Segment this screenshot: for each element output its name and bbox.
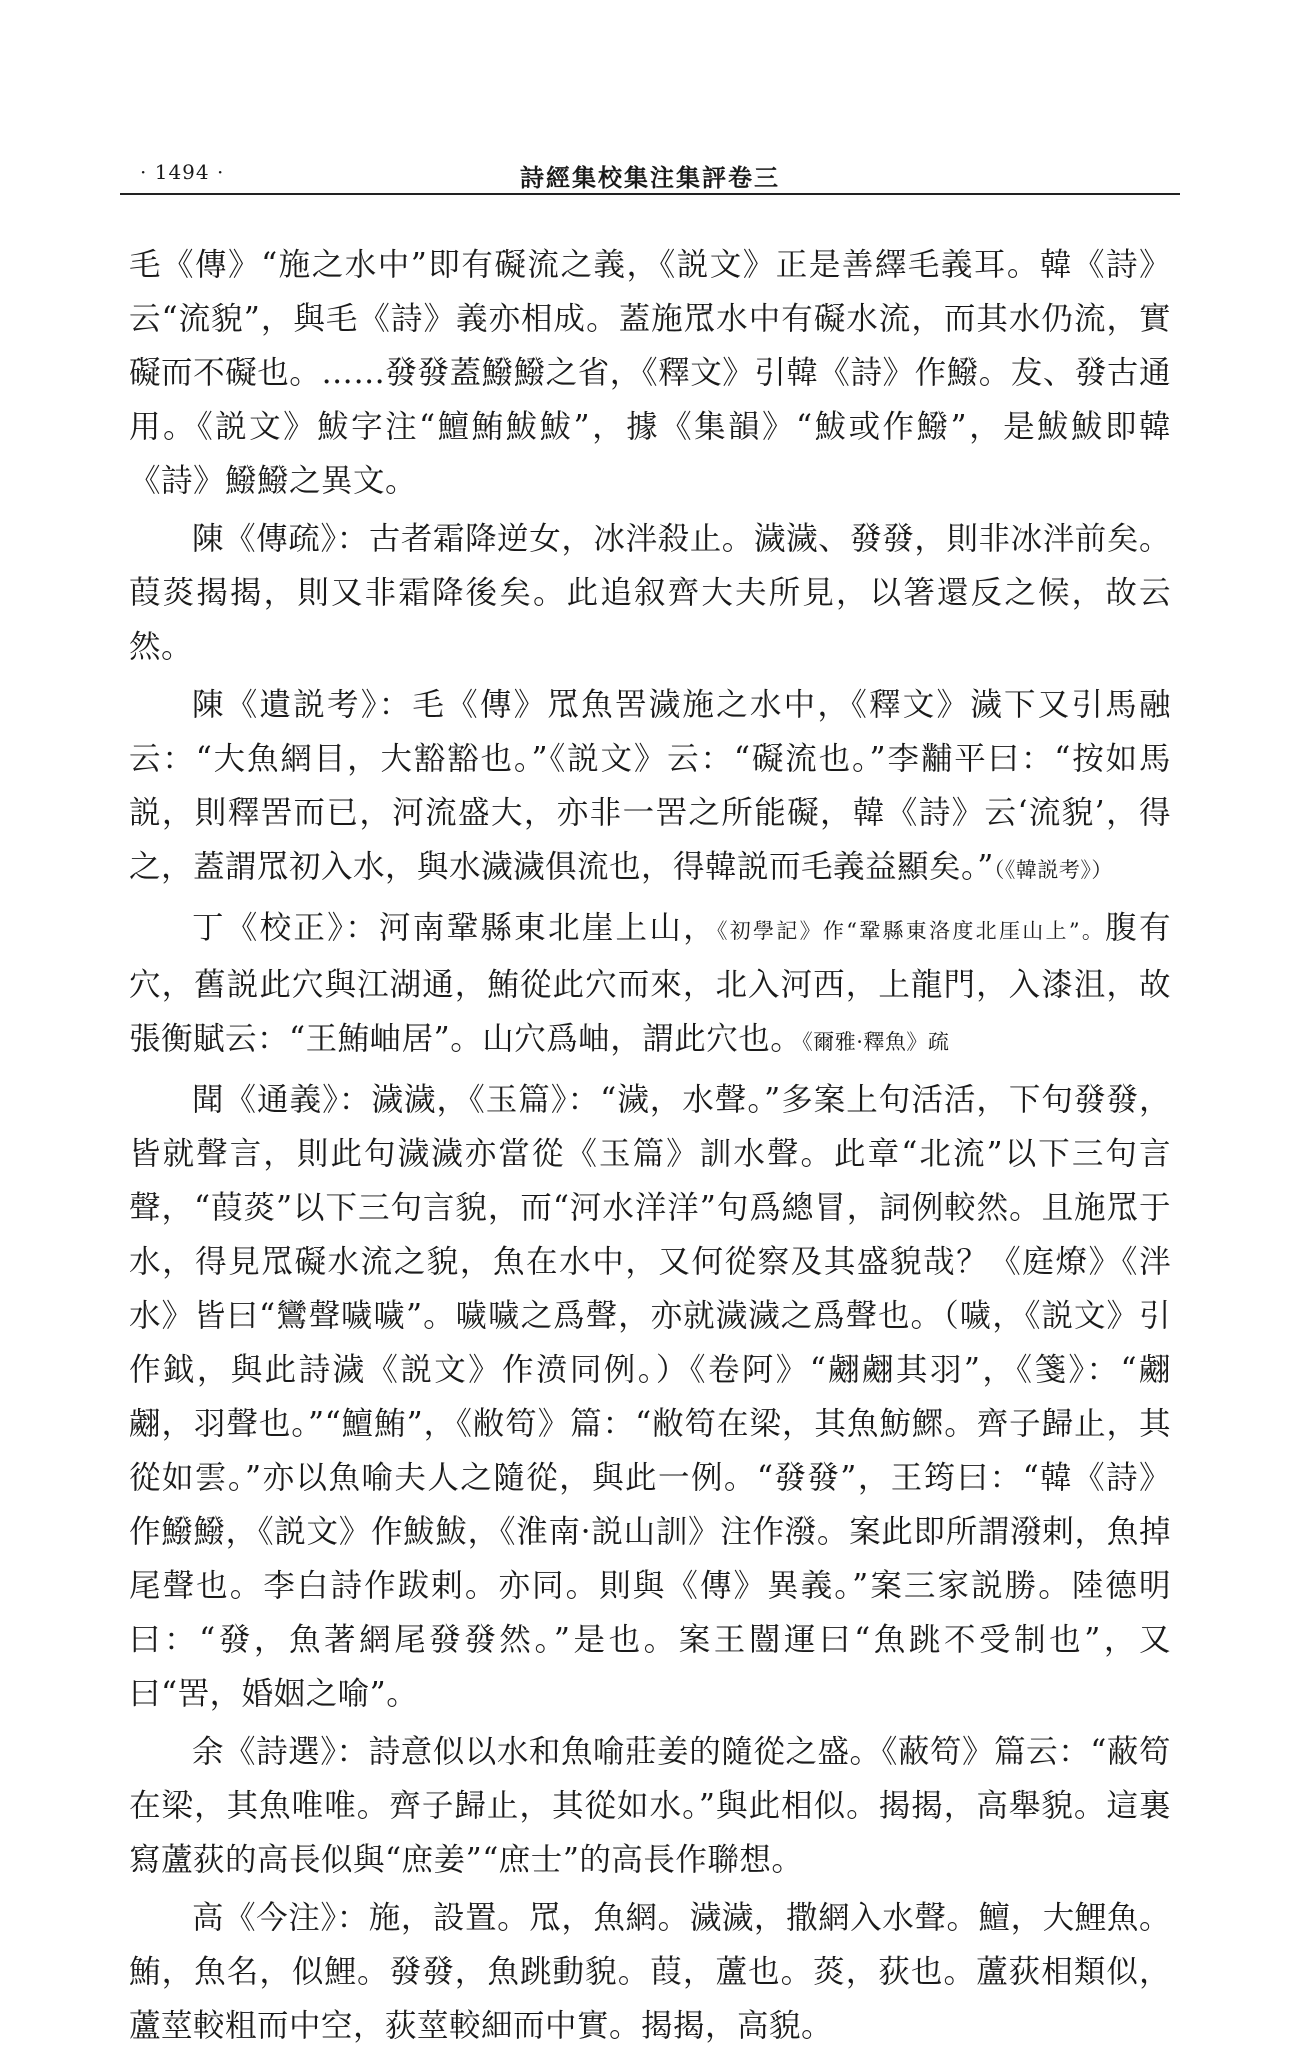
body-text [129, 238, 1171, 2057]
paragraph-1 [129, 238, 1171, 508]
page-header [120, 158, 1180, 192]
inline-note: 《初學記》作“鞏縣東洛度北厓山上”。 [716, 919, 1106, 943]
paragraph-7 [129, 1891, 1171, 2053]
header-rule-left [120, 193, 398, 195]
source-note: （《韓説考》） [993, 858, 1113, 882]
paragraph-4 [129, 901, 1171, 1069]
paragraph-text: 余《詩選》：詩意似以水和魚喻莊姜的隨從之盛。《蔽笱》篇云：“蔽笱在梁，其魚唯唯。齊子歸止，其從如水。”與此相似。揭揭，高舉貌。這裏寫蘆荻的高長似與“庶姜”“庶士”的高長作聯想。 [129, 1734, 1171, 1878]
running-title: 詩經集校集注集評卷三 [520, 163, 780, 192]
paragraph-2 [129, 512, 1171, 674]
paragraph-text: 陳《傳疏》：古者霜降逆女，冰泮殺止。濊濊、發發，則非冰泮前矣。葭菼揭揭，則又非霜降後矣。此追叙齊大夫所見，以箸還反之候，故云然。 [129, 521, 1171, 665]
paragraph-text: 高《今注》：施，設置。罛，魚網。濊濊，撒網入水聲。鱣，大鯉魚。鮪，魚名，似鯉。發發，魚跳動貌。葭，蘆也。菼，荻也。蘆荻相類似，蘆莖較粗而中空，荻莖較細而中實。揭揭，高貌。 [129, 1900, 1171, 2044]
paragraph-text: 丁《校正》：河南鞏縣東北崖上山， [192, 910, 717, 946]
header-rule-middle [398, 193, 858, 195]
page-number: · 1494 · [140, 160, 225, 184]
paragraph-5 [129, 1073, 1171, 1721]
paragraph-text: 毛《傳》“施之水中”即有礙流之義，《説文》正是善繹毛義耳。韓《詩》云“流貌”，與毛《詩》義亦相成。蓋施罛水中有礙水流，而其水仍流，實礙而不礙也。……發發蓋鱍鱍之省，《釋文》引韓《詩》作鱍。犮、發古通用。《説文》鮁字注“鱣鮪鮁鮁”，據《集韻》“鮁或作鱍”，是鮁鮁即韓《詩》鱍鱍之異文。 [129, 247, 1171, 499]
header-rule-right [858, 193, 1180, 195]
paragraph-3 [129, 678, 1171, 897]
paragraph-text: 聞《通義》：濊濊，《玉篇》：“濊，水聲。”多案上句活活，下句發發，皆就聲言，則此句濊濊亦當從《玉篇》訓水聲。此章“北流”以下三句言聲，“葭菼”以下三句言貌，而“河水洋洋”句爲總冒，詞例較然。且施罛于水，得見罛礙水流之貌，魚在水中，又何從察及其盛貌哉？《庭燎》《泮水》皆曰“鸞聲噦噦”。噦噦之爲聲，亦就濊濊之爲聲也。（噦，《説文》引作鉞，與此詩濊《説文》作𣸣同例。）《卷阿》“翽翽其羽”，《箋》：“翽翽，羽聲也。”“鱣鮪”，《敝笱》篇：“敝笱在梁，其魚魴鰥。齊子歸止，其從如雲。”亦以魚喻夫人之隨從，與此一例。“發發”，王筠曰：“韓《詩》作鱍鱍，《説文》作鮁鮁，《淮南·説山訓》注作潑。案此即所謂潑剌，魚掉尾聲也。李白詩作跋剌。亦同。則與《傳》異義。”案三家説勝。陸德明曰：“發，魚著網尾發發然。”是也。案王闓運曰“魚跳不受制也”，又曰“罟，婚姻之喻”。 [129, 1082, 1171, 1712]
paragraph-text-cont: 腹有穴，舊説此穴與江湖通，鮪從此穴而來，北入河西，上龍門，入漆沮，故張衡賦云：“王鮪岫居”。山穴爲岫，謂此穴也。 [129, 910, 1171, 1057]
paragraph-6 [129, 1725, 1171, 1887]
paragraph-text: 陳《遺説考》：毛《傳》罛魚罟濊施之水中，《釋文》濊下又引馬融云：“大魚網目，大豁豁也。”《説文》云：“礙流也。”李黼平曰：“按如馬説，則釋罟而已，河流盛大，亦非一罟之所能礙，韓《詩》云‘流貌’，得之，蓋謂罛初入水，與水濊濊俱流也，得韓説而毛義益顯矣。” [129, 687, 1171, 885]
source-note: 《爾雅·釋魚》疏 [802, 1030, 950, 1054]
